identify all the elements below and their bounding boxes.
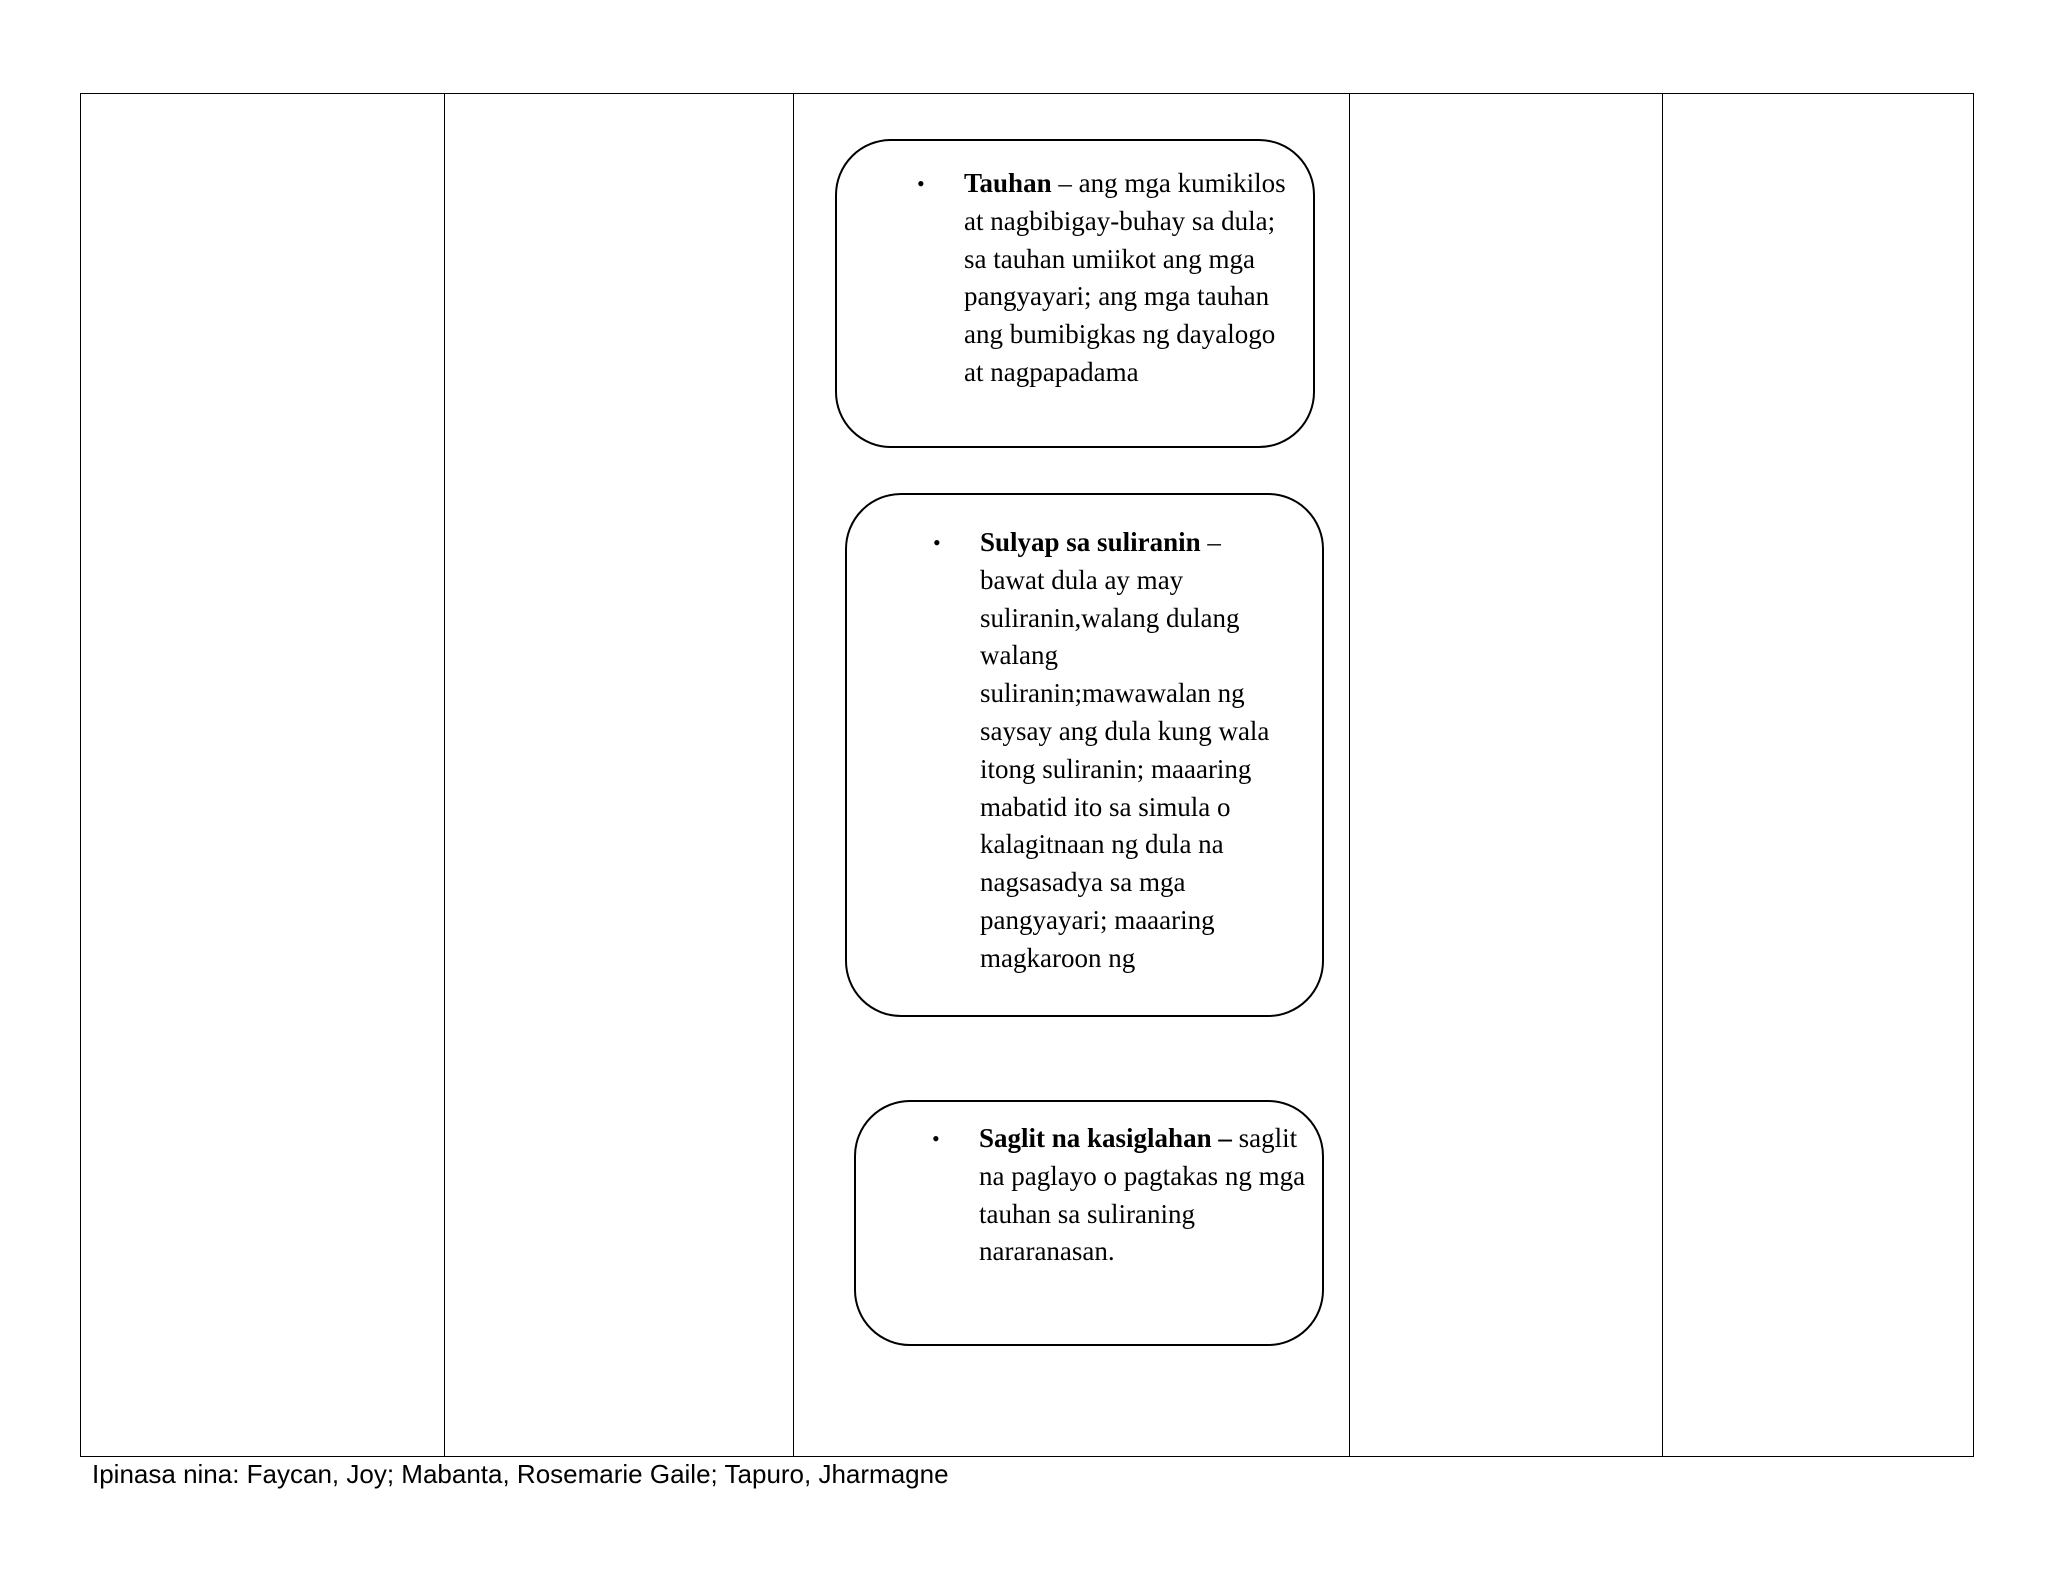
bullet-marker: •: [917, 171, 925, 196]
term-definition: – bawat dula ay may suliranin,walang dulang walang suliranin;mawawalan ng saysay ang dula kung wala itong suliranin; maaaring mabatid ito sa simula o kalagitnaan ng dula na nagsasadya sa mga pangyayari; maaaring magkaroon ng: [980, 527, 1270, 973]
term-label: Saglit na kasiglahan –: [979, 1123, 1232, 1153]
submitted-by-footer: Ipinasa nina: Faycan, Joy; Mabanta, Rosemarie Gaile; Tapuro, Jharmagne: [92, 1459, 949, 1489]
term-label: Sulyap sa suliranin: [980, 527, 1201, 557]
table-column-divider: [793, 94, 794, 1456]
table-column-divider: [444, 94, 445, 1456]
bullet-marker: •: [933, 530, 941, 555]
term-definition: – ang mga kumikilos at nagbibigay-buhay sa dula; sa tauhan umiikot ang mga pangyayari; ang mga tauhan ang bumibigkas ng dayalogo at nagpapadama: [964, 168, 1286, 387]
callout-clip: [847, 495, 1322, 983]
callout-text: [980, 524, 1280, 978]
callout-text: [979, 1120, 1309, 1271]
term-label: Tauhan: [964, 168, 1052, 198]
table-column-divider: [1349, 94, 1350, 1456]
callout-saglit-na-kasiglahan: [854, 1100, 1324, 1346]
term-definition: saglit na paglayo o pagtakas ng mga tauhan sa suliraning nararanasan.: [979, 1123, 1306, 1267]
callout-tauhan: [835, 139, 1315, 448]
callout-sulyap-sa-suliranin: [845, 493, 1324, 1017]
table-column-divider: [1662, 94, 1663, 1456]
bullet-marker: •: [932, 1126, 940, 1151]
callout-text: [964, 165, 1289, 392]
